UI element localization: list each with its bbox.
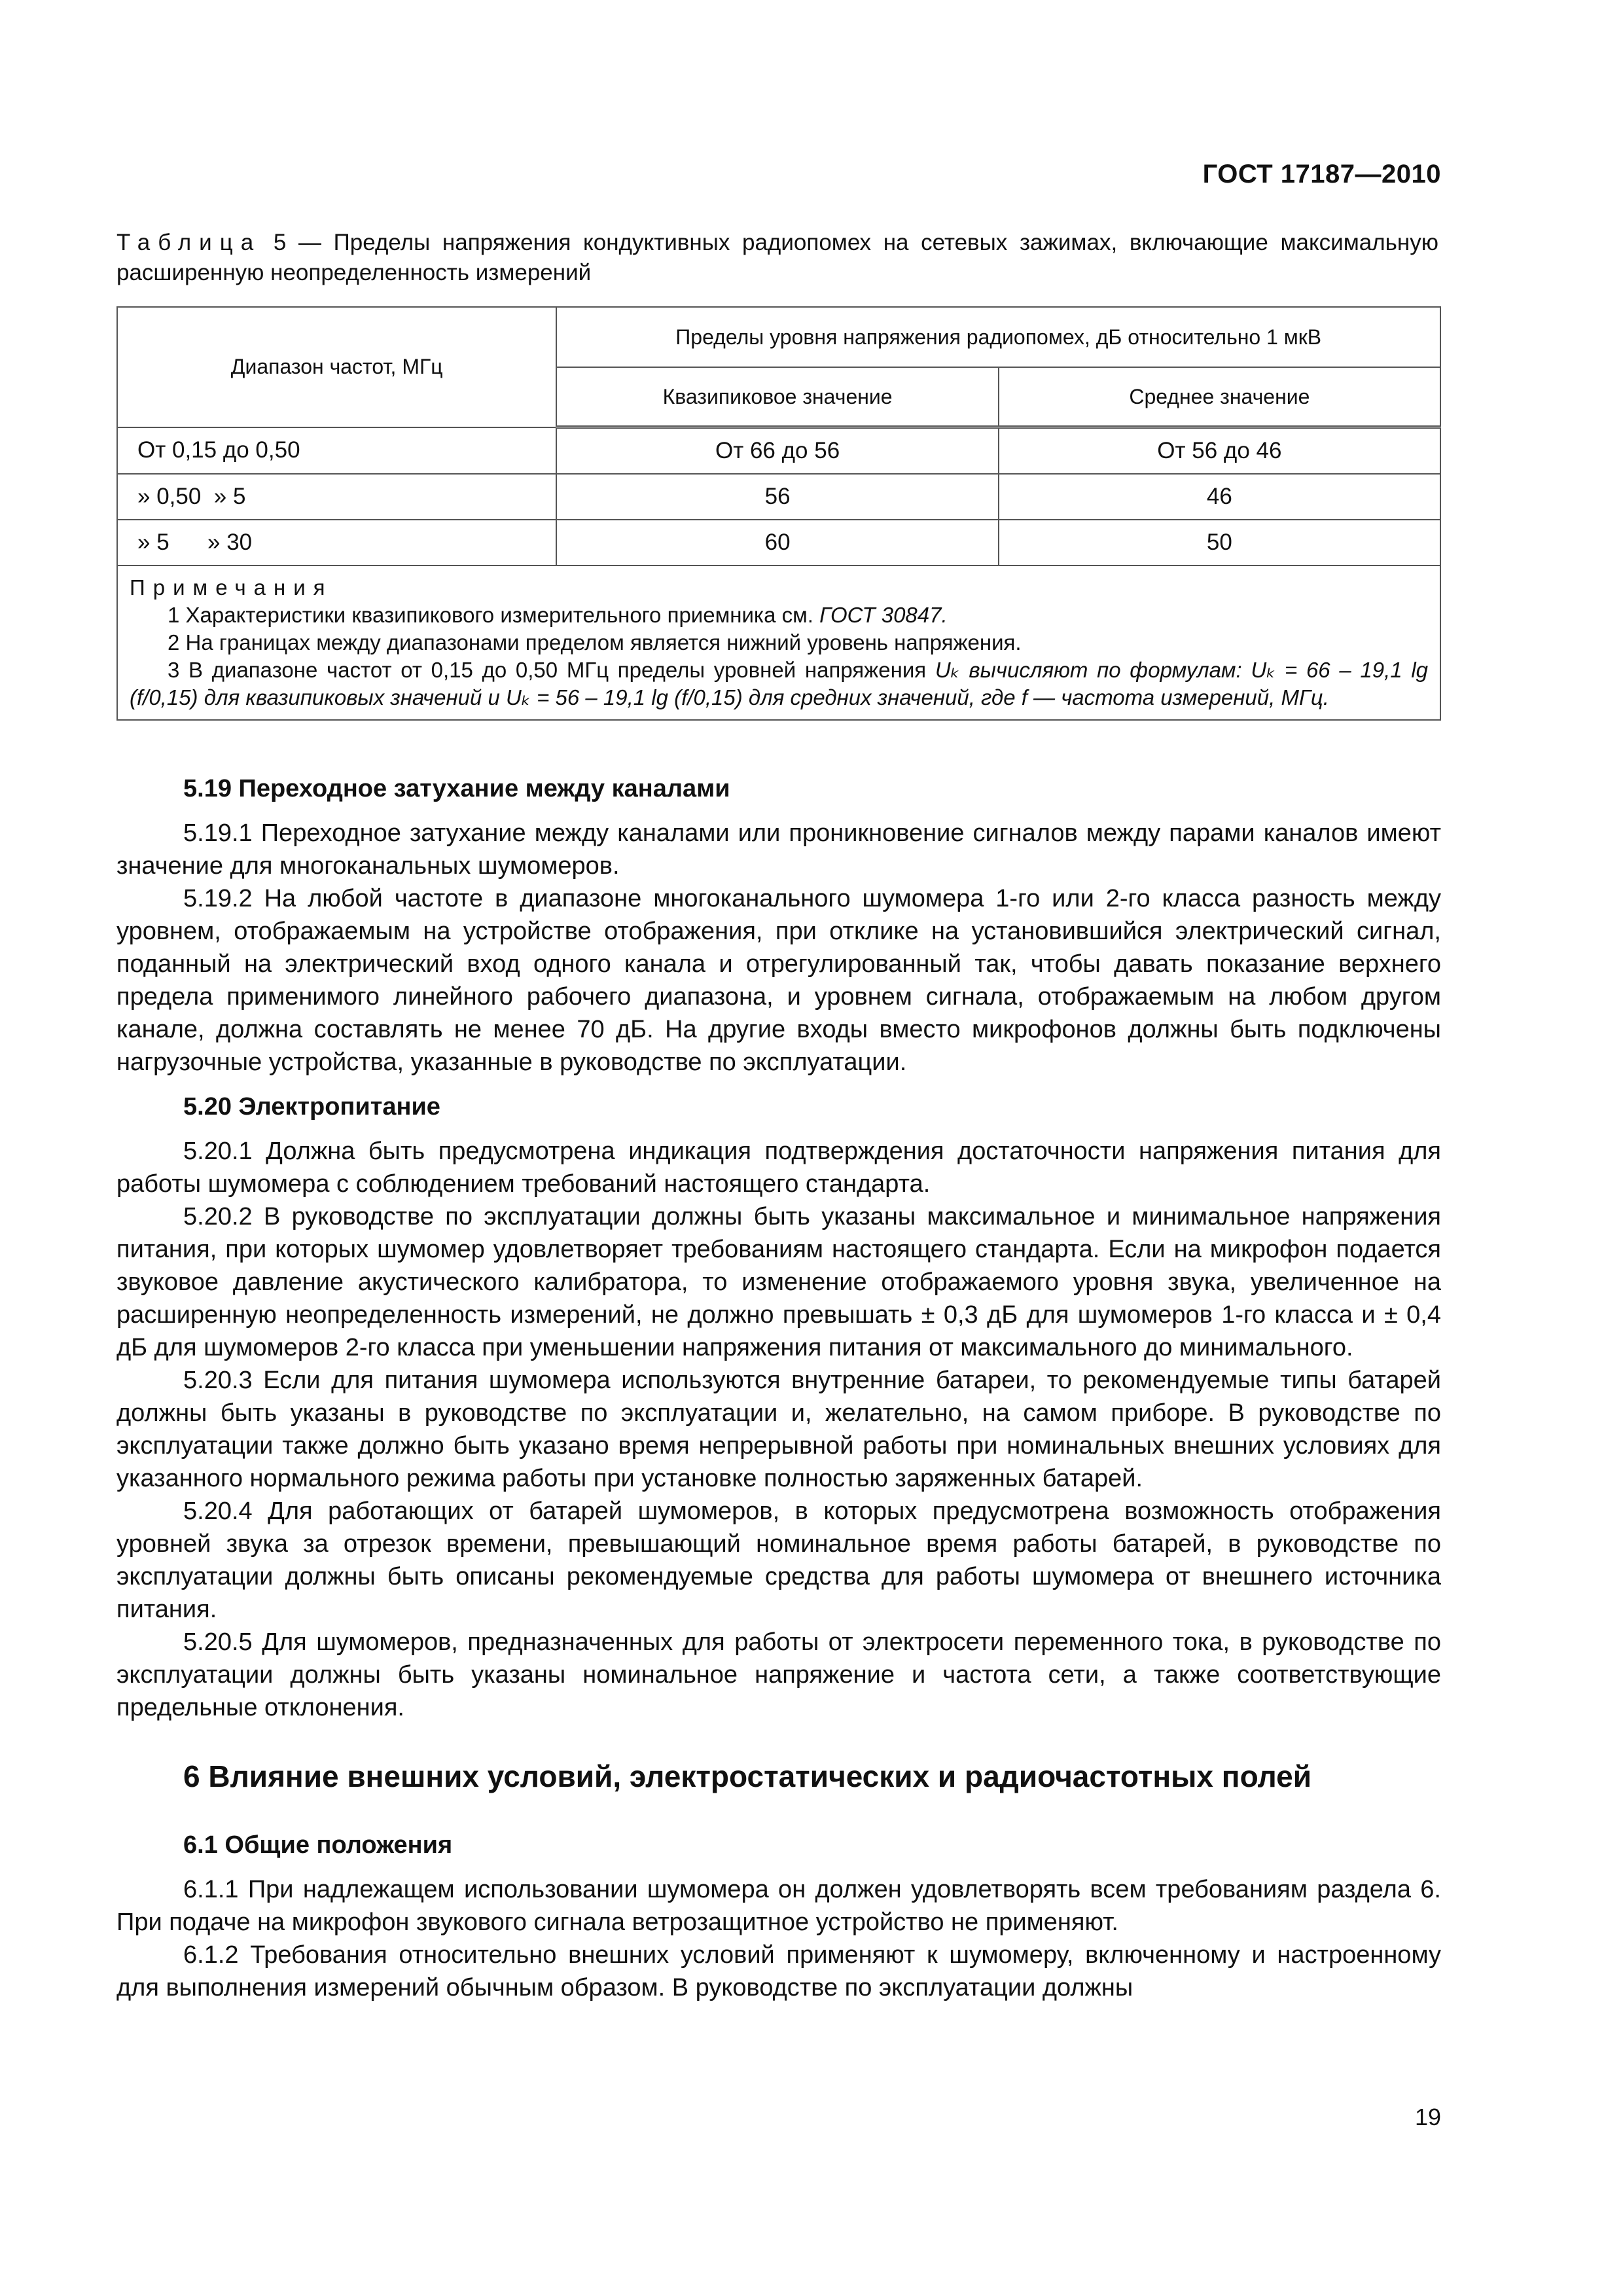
chapter-heading-6: 6 Влияние внешних условий, электростатических и радиочастотных полей [183, 1759, 1312, 1793]
document-body [116, 772, 1441, 2004]
paragraph-6-1-2: 6.1.2 Требования относительно внешних условий применяют к шумомеру, включенному и настроенному для выполнения измерений обычным образом. В руководстве по эксплуатации должны [116, 1941, 1441, 2001]
table-notes-row [117, 565, 1440, 720]
note-2: 2 На границах между диапазонами пределом является нижний уровень напряжения. [168, 630, 1022, 655]
cell-range: От 0,15 до 0,50 [117, 427, 556, 475]
column-header-average: Среднее значение [999, 367, 1440, 427]
paragraph-5-20-4: 5.20.4 Для работающих от батарей шумомеров, в которых предусмотрена возможность отображения уровней звука за отрезок времени, превышающий номинальное время работы батарей, в руководстве по эксплуатации должны быть описаны рекомендуемые средства для работы шумомера от внешнего источника питания. [116, 1498, 1441, 1623]
page-number: 19 [1414, 2104, 1441, 2130]
note-1-reference: ГОСТ 30847. [819, 603, 948, 627]
table-row [117, 520, 1440, 565]
cell-range: » 5 » 30 [117, 520, 556, 565]
note-1-text: 1 Характеристики квазипикового измерительного приемника см. [168, 603, 820, 627]
section-heading-5-20: 5.20 Электропитание [183, 1093, 440, 1121]
note-3-formula: Uₖ вычисляют по формулам: Uₖ = 66 – 19,1 lg (f/0,15) для квазипиковых значений и Uₖ = 56 – 19,1 lg (f/0,15) для средних значений, где f — частота измерений, МГц. [130, 658, 1428, 709]
cell-average: От 56 до 46 [999, 427, 1440, 475]
note-3-text: 3 В диапазоне частот от 0,15 до 0,50 МГц пределы уровней напряжения [168, 658, 935, 682]
cell-range: » 0,50 » 5 [117, 474, 556, 520]
cell-average: 50 [999, 520, 1440, 565]
column-header-quasipeak: Квазипиковое значение [556, 367, 998, 427]
paragraph-5-20-3: 5.20.3 Если для питания шумомера используются внутренние батареи, то рекомендуемые типы батарей должны быть указаны в руководстве по эксплуатации и, желательно, на самом приборе. В руководстве по эксплуатации также должно быть указано время непрерывной работы при номинальных внешних условиях для указанного нормального режима работы при установке полностью заряженных батарей. [116, 1367, 1441, 1492]
paragraph-5-19-2: 5.19.2 На любой частоте в диапазоне многоканального шумомера 1-го или 2-го класса разность между уровнем, отображаемым на устройстве отображения, при отклике на установившийся электрический сигнал, поданный на электрический вход одного канала и отрегулированный так, чтобы давать показание верхнего предела применимого линейного рабочего диапазона, и уровнем сигнала, отображаемым на любом другом канале, должна составлять не менее 70 дБ. На другие входы вместо микрофонов должны быть подключены нагрузочные устройства, указанные в руководстве по эксплуатации. [116, 885, 1441, 1076]
note-1 [130, 601, 1428, 629]
column-header-limits: Пределы уровня напряжения радиопомех, дБ относительно 1 мкВ [556, 307, 1440, 367]
cell-quasipeak: От 66 до 56 [556, 427, 998, 475]
paragraph-5-20-5: 5.20.5 Для шумомеров, предназначенных для работы от электросети переменного тока, в руководстве по эксплуатации должны быть указаны номинальное напряжение и частота сети, а также соответствующие предельные отклонения. [116, 1628, 1441, 1721]
table-caption-text: 5 — Пределы напряжения кондуктивных радиопомех на сетевых зажимах, включающие максимальную расширенную неопределенность измерений [116, 230, 1438, 285]
cell-quasipeak: 56 [556, 474, 998, 520]
table-caption-label: Таблица [116, 230, 262, 255]
paragraph-5-20-1: 5.20.1 Должна быть предусмотрена индикация подтверждения достаточности напряжения питания для работы шумомера с соблюдением требований настоящего стандарта. [116, 1138, 1441, 1198]
table-notes [117, 565, 1440, 720]
cell-quasipeak: 60 [556, 520, 998, 565]
cell-average: 46 [999, 474, 1440, 520]
table-row [117, 427, 1440, 475]
notes-title: Примечания [130, 575, 333, 600]
paragraph-5-19-1: 5.19.1 Переходное затухание между каналами или проникновение сигналов между парами каналов имеют значение для многоканальных шумомеров. [116, 819, 1441, 880]
table-row [117, 474, 1440, 520]
section-heading-5-19: 5.19 Переходное затухание между каналами [183, 775, 730, 802]
table-header-row [117, 307, 1440, 367]
document-id: ГОСТ 17187—2010 [1202, 160, 1441, 188]
section-heading-6-1: 6.1 Общие положения [183, 1831, 453, 1859]
limits-table [116, 306, 1441, 721]
note-3 [130, 656, 1428, 711]
paragraph-6-1-1: 6.1.1 При надлежащем использовании шумомера он должен удовлетворять всем требованиям раздела 6. При подаче на микрофон звукового сигнала ветрозащитное устройство не применяют. [116, 1876, 1441, 1936]
paragraph-5-20-2: 5.20.2 В руководстве по эксплуатации должны быть указаны максимальное и минимальное напряжения питания, при которых шумомер удовлетворяет требованиям настоящего стандарта. Если на микрофон подается звуковое давление акустического калибратора, то изменение отображаемого уровня звука, увеличенное на расширенную неопределенность измерений, не должно превышать ± 0,3 дБ для шумомеров 1-го класса и ± 0,4 дБ для шумомеров 2-го класса при уменьшении напряжения питания от максимального до минимального. [116, 1203, 1441, 1361]
column-header-range: Диапазон частот, МГц [117, 307, 556, 427]
table-caption [116, 228, 1438, 288]
